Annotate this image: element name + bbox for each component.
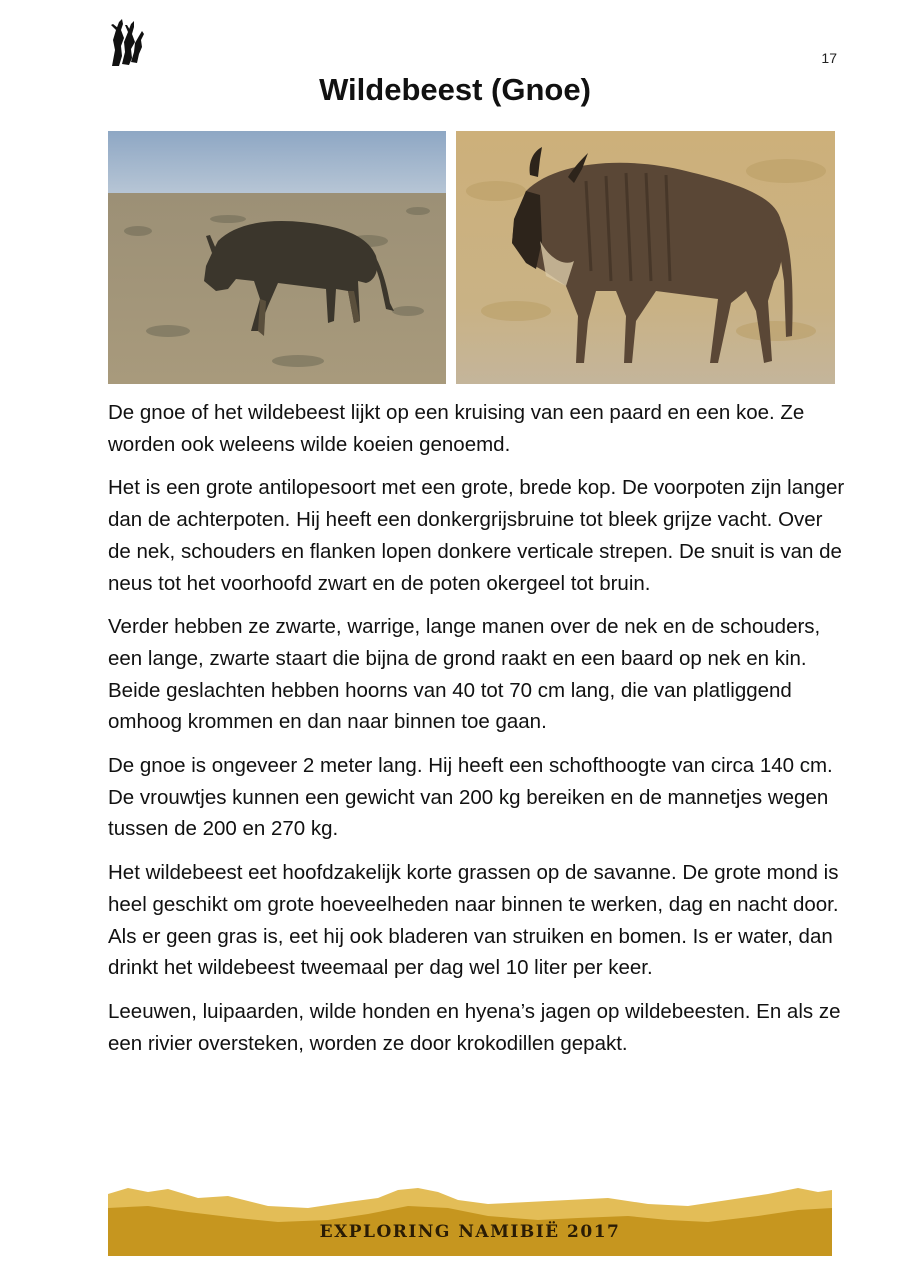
paragraph: De gnoe is ongeveer 2 meter lang. Hij heeft een schofthoogte van circa 140 cm. De vrouwtjes kunnen een gewicht van 200 kg bereiken en de mannetjes wegen tussen de 200 en 270 kg.: [108, 754, 833, 841]
paragraph: De gnoe of het wildebeest lijkt op een kruising van een paard en een koe. Ze worden ook weleens wilde koeien genoemd.: [108, 401, 805, 456]
wildebeest-standing-photo: [456, 131, 835, 384]
page-title: Wildebeest (Gnoe): [319, 72, 591, 107]
logo-icon: [104, 16, 150, 68]
dune-landscape-icon: [108, 1186, 832, 1256]
body-text: [108, 397, 848, 1071]
paragraph: Verder hebben ze zwarte, warrige, lange manen over de nek en de schouders, een lange, zwarte staart die bijna de grond raakt en een baard op nek en kin. Beide geslachten hebben hoorns van 40 tot 70 cm lang, die van platliggend omhoog krommen en dan naar binnen toe gaan.: [108, 615, 821, 734]
footer-banner: [108, 1186, 832, 1256]
footer-title: EXPLORING NAMIBIË 2017: [319, 1222, 621, 1242]
page-number: 17: [821, 50, 837, 66]
wildebeest-walking-photo: [108, 131, 446, 384]
paragraph: Het wildebeest eet hoofdzakelijk korte grassen op de savanne. De grote mond is heel geschikt om grote hoeveelheden naar binnen te werken, dag en nacht door. Als er geen gras is, eet hij ook bladeren van struiken en bomen. Is er water, dan drinkt het wildebeest tweemaal per dag wel 10 liter per keer.: [108, 861, 839, 980]
paragraph: Leeuwen, luipaarden, wilde honden en hyena’s jagen op wildebeesten. En als ze een rivier oversteken, worden ze door krokodillen gepakt.: [108, 999, 841, 1055]
paragraph: Het is een grote antilopesoort met een grote, brede kop. De voorpoten zijn langer dan de achterpoten. Hij heeft een donkergrijsbruine tot bleek grijze vacht. Over de nek, schouders en flanken lopen donkere verticale strepen. De snuit is van de neus tot het voorhoofd zwart en de poten okergeel tot bruin.: [108, 476, 845, 595]
